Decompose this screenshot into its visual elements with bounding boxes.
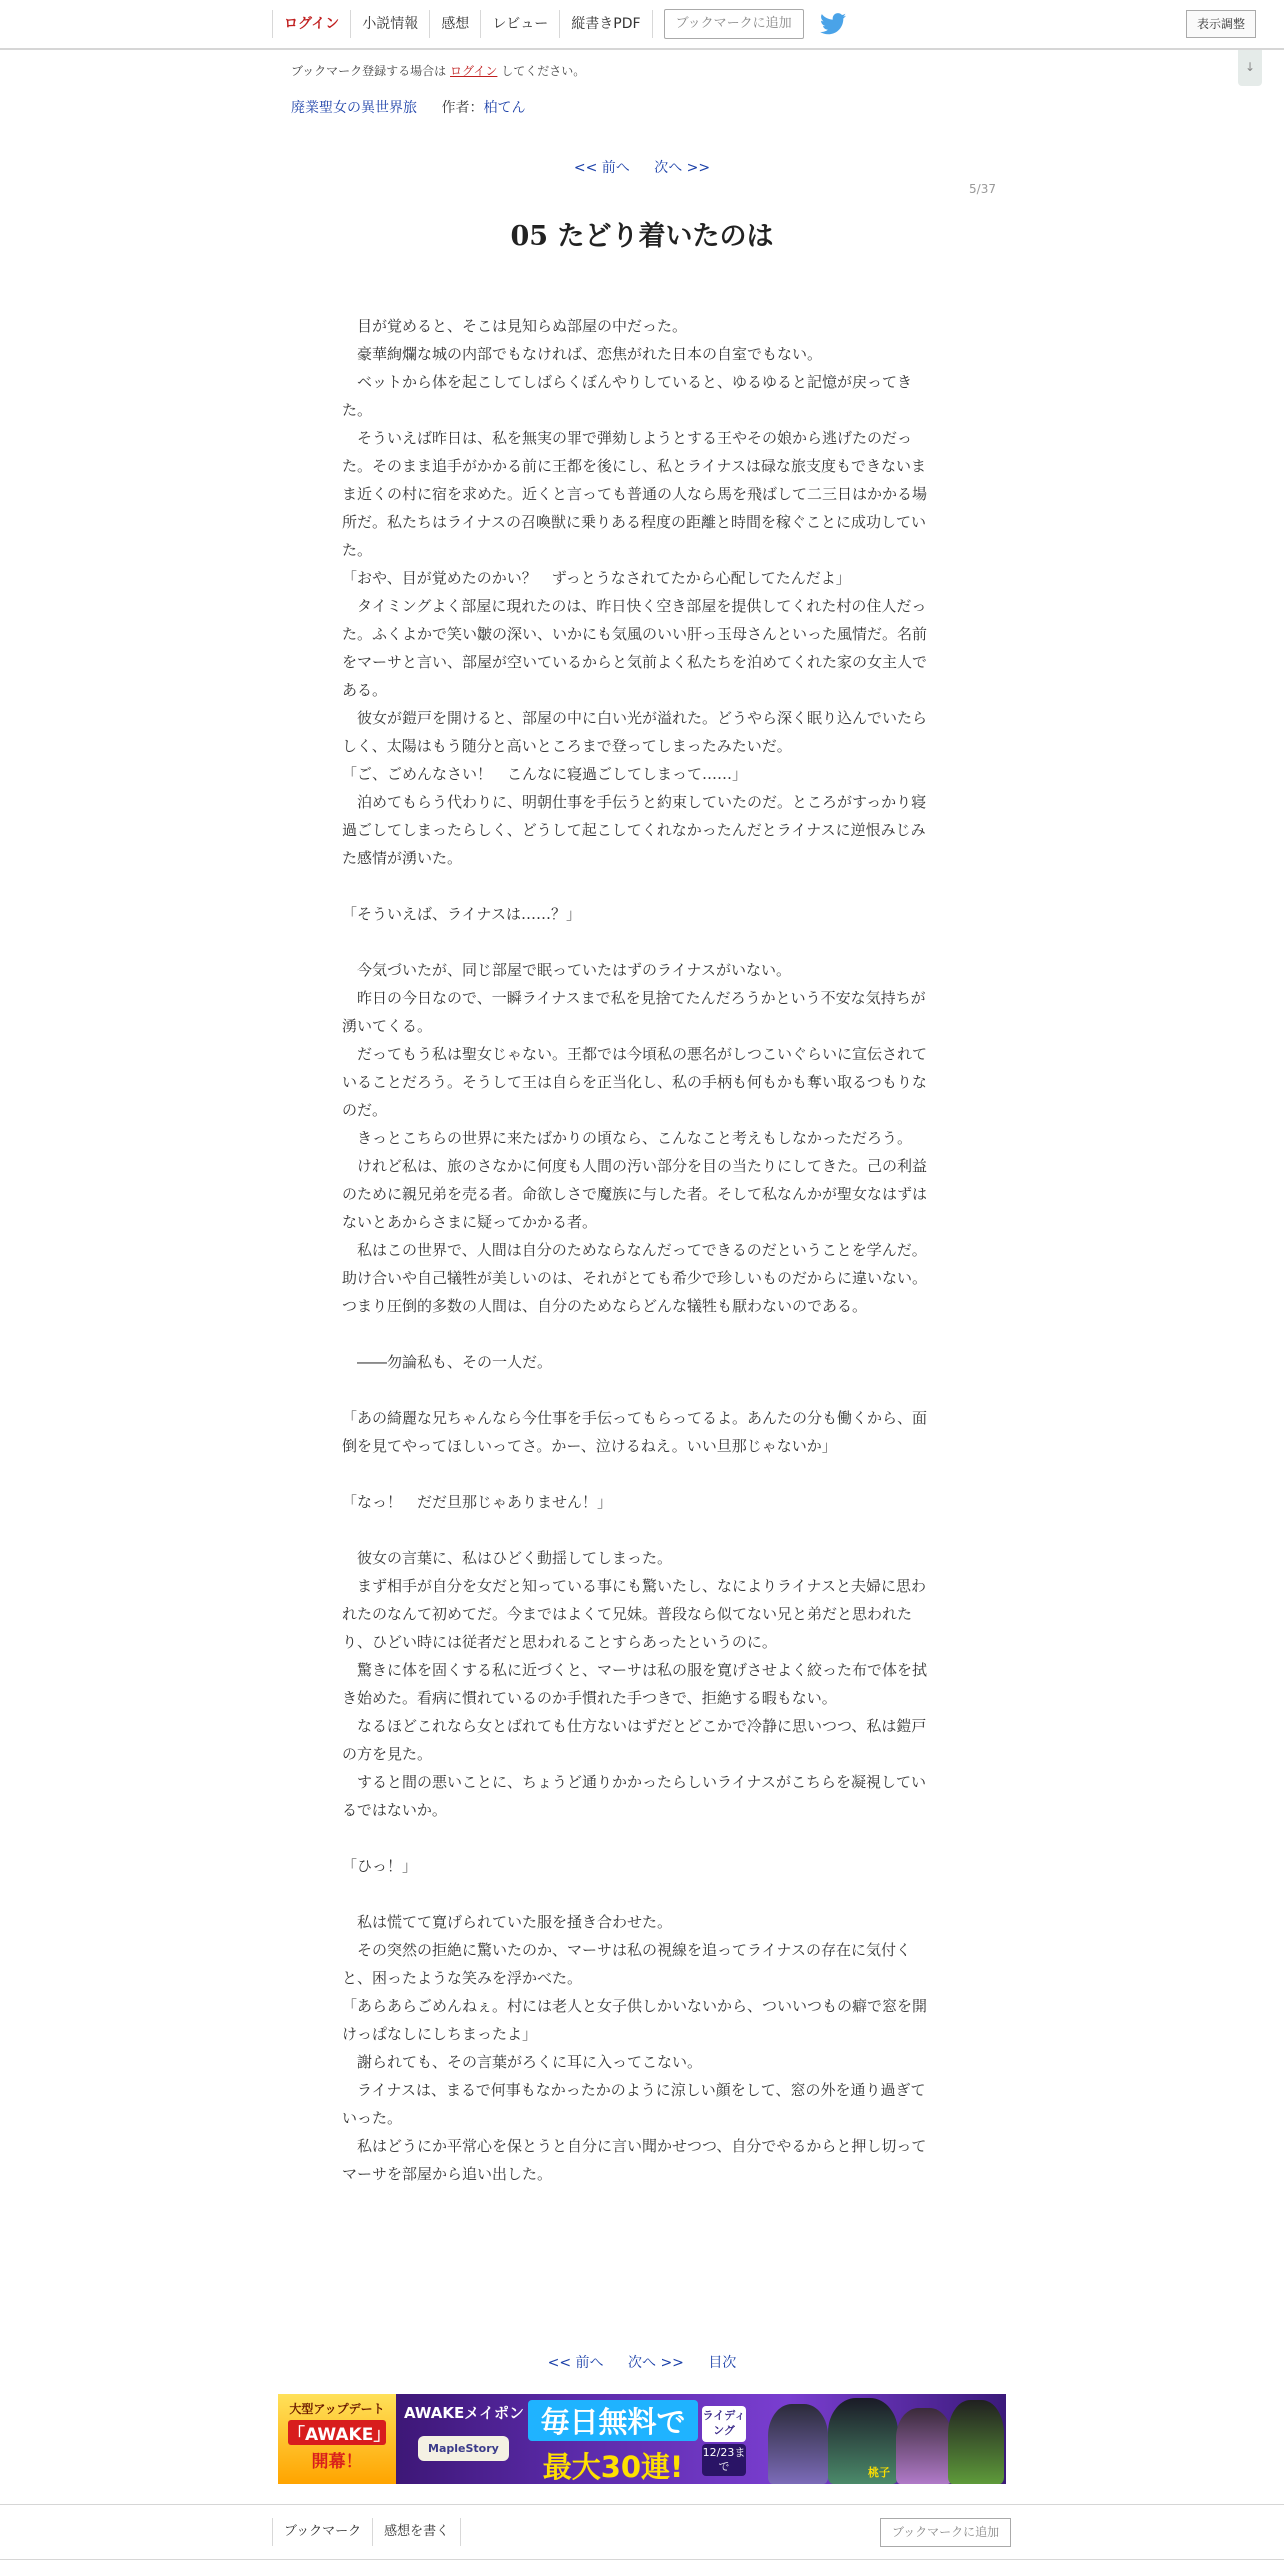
footer-bar xyxy=(0,2504,1284,2560)
body-paragraph: すると間の悪いことに、ちょうど通りかかったらしいライナスがこちらを凝視しているではないか。 xyxy=(342,1773,926,1819)
body-paragraph: まず相手が自分を女だと知っている事にも驚いたし、なによりライナスと夫婦に思われたのなんて初めてだ。今まではよくて兄妹。普段なら似てない兄と弟だと思われたり、ひどい時には従者だと思われることすらあったというのに。 xyxy=(342,1577,926,1651)
prev-link-bottom[interactable]: << 前へ xyxy=(547,2355,604,2371)
body-paragraph: 「おや、目が覚めたのかい？ ずっとうなされてたから心配してたんだよ」 xyxy=(342,569,851,587)
ad-date-badge: 12/23まで xyxy=(702,2444,746,2476)
notice-login-link[interactable]: ログイン xyxy=(450,64,498,78)
body-paragraph: なるほどこれなら女とばれても仕方ないはずだとどこかで冷静に思いつつ、私は鎧戸の方を見た。 xyxy=(342,1717,927,1763)
body-paragraph: 私は慌てて寛げられていた服を掻き合わせた。 xyxy=(342,1913,673,1931)
body-paragraph: 驚きに体を固くする私に近づくと、マーサは私の服を寛げさせよく絞った布で体を拭き始めた。看病に慣れているのか手慣れた手つきで、拒絶する暇もない。 xyxy=(342,1661,928,1707)
series-title-link[interactable]: 廃業聖女の異世界旅 xyxy=(291,100,417,116)
footer-write-review[interactable]: 感想を書く xyxy=(372,2518,461,2546)
body-paragraph: けれど私は、旅のさなかに何度も人間の汚い部分を目の当たりにしてきた。己の利益のために親兄弟を売る者。命欲しさで魔族に与した者。そして私なんかが聖女なはずはないとあからさまに疑ってかかる者。 xyxy=(342,1157,928,1231)
ad-main-line2: 最大30連! xyxy=(542,2450,684,2484)
nav-impressions[interactable]: 感想 xyxy=(429,10,480,38)
body-paragraph: ベットから体を起こしてしばらくぼんやりしていると、ゆるゆると記憶が戻ってきた。 xyxy=(342,373,913,419)
page-number: 5/37 xyxy=(969,182,996,196)
notice-text-before: ブックマーク登録する場合は xyxy=(291,64,447,78)
ad-left-line3: 開幕！ xyxy=(311,2452,363,2472)
ad-main-line1: 毎日無料で xyxy=(528,2400,698,2441)
nav-novel-info[interactable]: 小説情報 xyxy=(350,10,429,38)
ad-left-line2: 「AWAKE」 xyxy=(288,2420,386,2445)
nav-vertical-pdf[interactable]: 縦書きPDF xyxy=(559,10,652,38)
ad-character-4 xyxy=(948,2400,1004,2484)
nav-review[interactable]: レビュー xyxy=(480,10,559,38)
ad-character-1 xyxy=(768,2404,828,2484)
body-paragraph: 彼女が鎧戸を開けると、部屋の中に白い光が溢れた。どうやら深く眠り込んでいたらしく、太陽はもう随分と高いところまで登ってしまったみたいだ。 xyxy=(342,709,928,755)
body-paragraph: 「なっ！ だだ旦那じゃありません！」 xyxy=(342,1493,613,1511)
next-link-bottom[interactable]: 次へ >> xyxy=(628,2355,684,2371)
body-paragraph: ライナスは、まるで何事もなかったかのように涼しい顔をして、窓の外を通り過ぎていった。 xyxy=(342,2081,926,2127)
top-bar xyxy=(0,0,1284,50)
nav-login[interactable]: ログイン xyxy=(272,10,350,38)
body-paragraph: 謝られても、その言葉がろくに耳に入ってこない。 xyxy=(342,2053,703,2071)
body-paragraph: 「ひっ！」 xyxy=(342,1857,418,1875)
body-paragraph xyxy=(342,1516,936,1544)
display-settings-button[interactable]: 表示調整 xyxy=(1186,10,1256,38)
body-paragraph xyxy=(342,1376,936,1404)
twitter-icon[interactable] xyxy=(820,13,846,35)
body-paragraph: 「そういえば、ライナスは……？」 xyxy=(342,905,581,923)
body-paragraph xyxy=(342,928,936,956)
toc-link[interactable]: 目次 xyxy=(708,2355,737,2371)
body-paragraph xyxy=(342,1320,936,1348)
body-paragraph: その突然の拒絶に驚いたのか、マーサは私の視線を追ってライナスの存在に気付くと、困ったような笑みを浮かべた。 xyxy=(342,1941,911,1987)
body-paragraph: きっとこちらの世界に来たばかりの頃なら、こんなこと考えもしなかっただろう。 xyxy=(342,1129,913,1147)
ad-headline: AWAKEメイポン xyxy=(404,2404,524,2422)
ad-banner[interactable] xyxy=(278,2394,1006,2484)
body-paragraph: 「あらあらごめんねぇ。村には老人と女子供しかいないから、ついいつもの癖で窓を開けっぱなしにしちまったよ」 xyxy=(342,1997,928,2043)
ad-character-3 xyxy=(896,2408,952,2484)
add-bookmark-button[interactable]: ブックマークに追加 xyxy=(664,9,804,39)
ad-character-label: 桃子 xyxy=(868,2466,890,2479)
body-paragraph: 今気づいたが、同じ部屋で眠っていたはずのライナスがいない。 xyxy=(342,961,791,979)
scroll-down-tab[interactable]: ↓ xyxy=(1238,50,1262,86)
body-paragraph: 私はどうにか平常心を保とうと自分に言い聞かせつつ、自分でやるからと押し切ってマーサを部屋から追い出した。 xyxy=(342,2137,927,2183)
body-paragraph xyxy=(342,872,936,900)
author-label: 作者： xyxy=(441,100,484,116)
prev-link-top[interactable]: << 前へ xyxy=(573,160,630,176)
body-paragraph: 豪華絢爛な城の内部でもなければ、恋焦がれた日本の自室でもない。 xyxy=(342,345,823,363)
body-paragraph: 「あの綺麗な兄ちゃんなら今仕事を手伝ってもらってるよ。あんたの分も働くから、面倒を見てやってほしいってさ。かー、泣けるねえ。いい旦那じゃないか」 xyxy=(342,1409,928,1455)
top-nav xyxy=(272,0,846,48)
pager-top xyxy=(0,157,1284,177)
body-paragraph: 泊めてもらう代わりに、明朝仕事を手伝うと約束していたのだ。ところがすっかり寝過ごしてしまったらしく、どうして起こしてくれなかったんだとライナスに逆恨みじみた感情が湧いた。 xyxy=(342,793,927,867)
body-paragraph: だってもう私は聖女じゃない。王都では今頃私の悪名がしつこいぐらいに宣伝されていることだろう。そうして王は自らを正当化し、私の手柄も何もかも奪い取るつもりなのだ。 xyxy=(342,1045,928,1119)
body-paragraph xyxy=(342,1460,936,1488)
body-paragraph: ――勿論私も、その一人だ。 xyxy=(342,1353,553,1371)
series-info xyxy=(291,97,525,117)
body-paragraph: 「ご、ごめんなさい！ こんなに寝過ごしてしまって……」 xyxy=(342,765,748,783)
footer-add-bookmark-button[interactable]: ブックマークに追加 xyxy=(880,2518,1011,2547)
body-paragraph: そういえば昨日は、私を無実の罪で弾劾しようとする王やその娘から逃げたのだった。そのまま追手がかかる前に王都を後にし、私とライナスは碌な旅支度もできないまま近くの村に宿を求めた。近くと言っても普通の人なら馬を飛ばして二三日はかかる場所だ。私たちはライナスの召喚獣に乗りある程度の距離と時間を稼ぐことに成功していた。 xyxy=(342,429,928,559)
chapter-body xyxy=(342,312,936,2188)
body-paragraph: タイミングよく部屋に現れたのは、昨日快く空き部屋を提供してくれた村の住人だった。ふくよかで笑い皺の深い、いかにも気風のいい肝っ玉母さんといった風情だ。名前をマーサと言い、部屋が空いているからと気前よく私たちを泊めてくれた家の女主人である。 xyxy=(342,597,928,699)
chapter-title: 05 たどり着いたのは xyxy=(510,221,774,252)
body-paragraph: 彼女の言葉に、私はひどく動揺してしまった。 xyxy=(342,1549,673,1567)
ad-main-copy xyxy=(528,2400,698,2484)
footer-bookmark[interactable]: ブックマーク xyxy=(272,2518,372,2546)
pager-bottom xyxy=(0,2352,1284,2372)
footer-nav xyxy=(272,2518,461,2546)
body-paragraph: 目が覚めると、そこは見知らぬ部屋の中だった。 xyxy=(342,317,688,335)
body-paragraph xyxy=(342,1824,936,1852)
body-paragraph xyxy=(342,1880,936,1908)
author-link[interactable]: 柏てん xyxy=(483,100,526,116)
ad-riding-badge: ライディング xyxy=(702,2406,746,2442)
bookmark-login-notice xyxy=(291,62,585,79)
ad-maplestory-logo: MapleStory xyxy=(418,2436,509,2461)
next-link-top[interactable]: 次へ >> xyxy=(654,160,711,176)
notice-text-after: してください。 xyxy=(501,64,586,78)
body-paragraph: 昨日の今日なので、一瞬ライナスまで私を見捨てたんだろうかという不安な気持ちが湧いてくる。 xyxy=(342,989,926,1035)
ad-left-line1: 大型アップデート xyxy=(289,2402,385,2416)
ad-update-panel xyxy=(278,2394,396,2484)
body-paragraph: 私はこの世界で、人間は自分のためならなんだってできるのだということを学んだ。助け合いや自己犠牲が美しいのは、それがとても希少で珍しいものだからに違いない。つまり圧倒的多数の人間は、自分のためならどんな犠牲も厭わないのである。 xyxy=(342,1241,928,1315)
